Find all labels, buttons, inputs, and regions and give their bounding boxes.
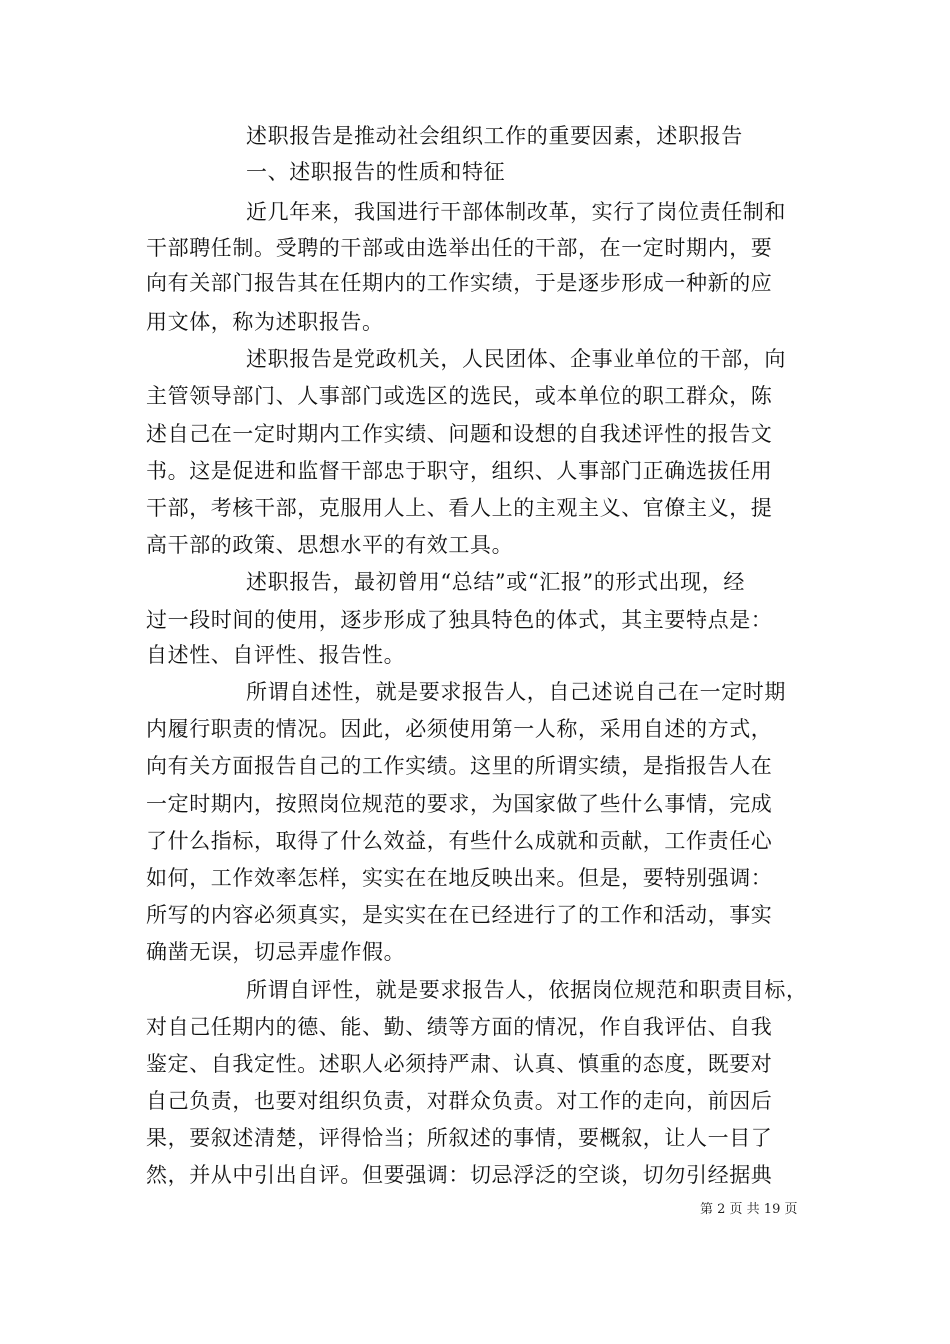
body-line: 向有关方面报告自己的工作实绩。这里的所谓实绩，是指报告人在	[146, 754, 773, 778]
body-line: 所谓自评性，就是要求报告人，依据岗位规范和职责目标，	[246, 978, 808, 1002]
body-line: 书。这是促进和监督干部忠于职守，组织、人事部门正确选拔任用	[146, 459, 773, 483]
body-line: 所谓自述性，就是要求报告人，自己述说自己在一定时期	[246, 680, 786, 704]
body-line: 述职报告，最初曾用“总结”或“汇报”的形式出现，经	[246, 570, 745, 594]
document-title: 述职报告是推动社会组织工作的重要因素，述职报告	[246, 124, 743, 148]
body-line: 述职报告是党政机关，人民团体、企事业单位的干部，向	[246, 347, 786, 371]
body-line: 自述性、自评性、报告性。	[146, 643, 406, 667]
body-line: 高干部的政策、思想水平的有效工具。	[146, 533, 514, 557]
body-line: 过一段时间的使用，逐步形成了独具特色的体式，其主要特点是：	[146, 608, 773, 632]
body-line: 确凿无误，切忌弄虚作假。	[146, 940, 406, 964]
body-line: 内履行职责的情况。因此，必须使用第一人称，采用自述的方式，	[146, 717, 773, 741]
body-line: 主管领导部门、人事部门或选区的选民，或本单位的职工群众，陈	[146, 384, 773, 408]
body-line: 近几年来，我国进行干部体制改革，实行了岗位责任制和	[246, 200, 786, 224]
body-line: 干部聘任制。受聘的干部或由选举出任的干部，在一定时期内，要	[146, 236, 773, 260]
body-line: 果，要叙述清楚，评得恰当；所叙述的事情，要概叙，让人一目了	[146, 1126, 773, 1150]
body-line: 鉴定、自我定性。述职人必须持严肃、认真、慎重的态度，既要对	[146, 1052, 773, 1076]
body-line: 自己负责，也要对组织负责，对群众负责。对工作的走向，前因后	[146, 1089, 773, 1113]
body-line: 用文体，称为述职报告。	[146, 310, 384, 334]
page-number-footer: 第 2 页 共 19 页	[700, 1202, 798, 1217]
section-heading: 一、述职报告的性质和特征	[246, 160, 506, 184]
body-line: 如何，工作效率怎样，实实在在地反映出来。但是，要特别强调：	[146, 866, 773, 890]
body-line: 了什么指标，取得了什么效益，有些什么成就和贡献，工作责任心	[146, 829, 773, 853]
body-line: 一定时期内，按照岗位规范的要求，为国家做了些什么事情，完成	[146, 792, 773, 816]
body-line: 对自己任期内的德、能、勤、绩等方面的情况，作自我评估、自我	[146, 1015, 773, 1039]
body-line: 然，并从中引出自评。但要强调：切忌浮泛的空谈，切勿引经据典	[146, 1163, 773, 1187]
body-line: 干部，考核干部，克服用人上、看人上的主观主义、官僚主义，提	[146, 496, 773, 520]
body-line: 所写的内容必须真实，是实实在在已经进行了的工作和活动，事实	[146, 903, 773, 927]
body-line: 向有关部门报告其在任期内的工作实绩，于是逐步形成一种新的应	[146, 271, 773, 295]
body-line: 述自己在一定时期内工作实绩、问题和设想的自我述评性的报告文	[146, 422, 773, 446]
